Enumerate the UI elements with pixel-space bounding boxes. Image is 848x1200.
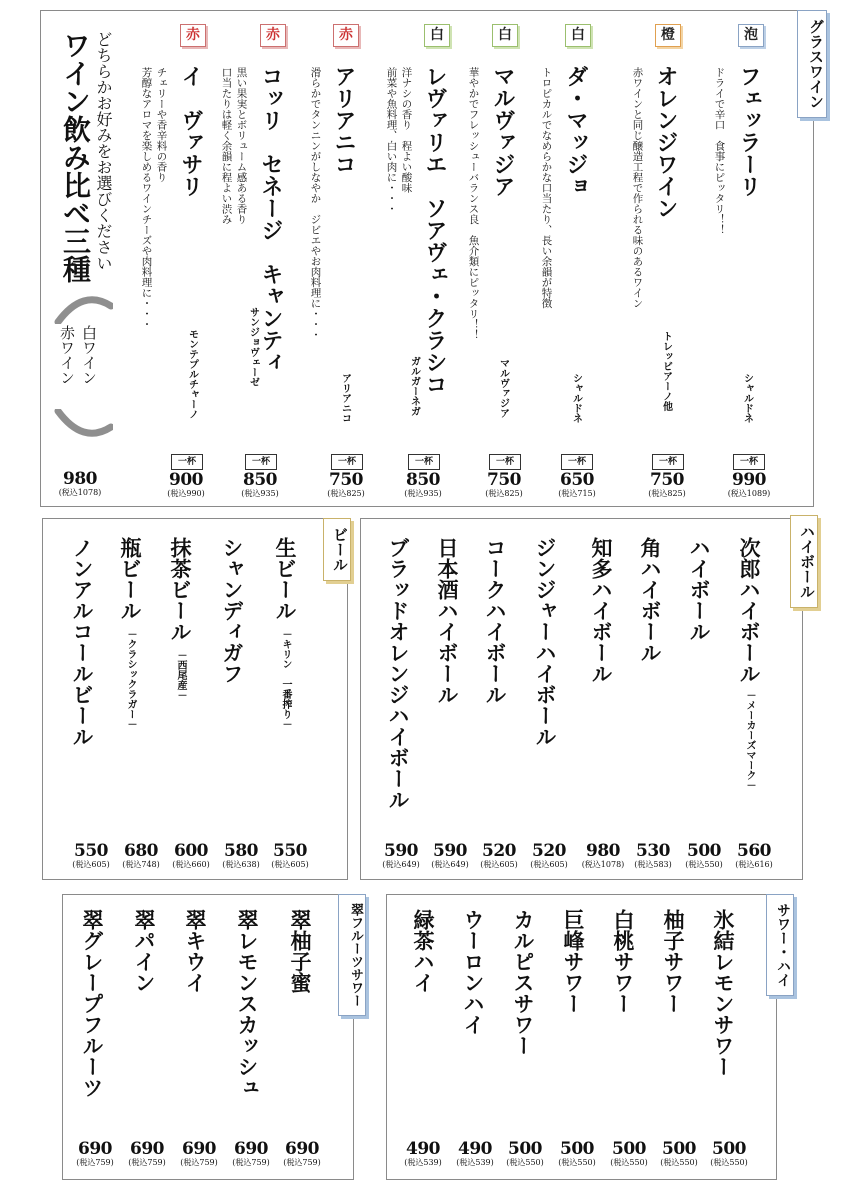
menu-item: 氷結レモンサワー	[711, 909, 736, 1077]
menu-item: 翠グレープフルーツ	[80, 909, 105, 1098]
menu-item: コークハイボール	[483, 537, 508, 705]
flight-bracket-top	[53, 294, 113, 324]
wine-grape: トレッビアーノ他	[660, 331, 672, 411]
item-price: 690 (税込759)	[128, 1139, 166, 1167]
beer-section	[42, 518, 348, 880]
wine-name: イ ヴァサリ	[178, 65, 204, 197]
wine-description: トロピカルでなめらかな口当たり、長い余韻が特徴	[540, 67, 553, 309]
wine-description: 口当たりは軽く余韻に程よい渋み	[220, 67, 233, 225]
menu-item: ウーロンハイ	[461, 909, 486, 1035]
beer-tag: ビール	[323, 518, 351, 581]
per-glass-label: 一杯	[561, 454, 593, 470]
flight-subtitle: どちらかお好みをお選びください	[94, 31, 113, 271]
item-price: 550 (税込605)	[271, 841, 309, 869]
item-price: 980 (税込1078)	[581, 841, 625, 869]
item-price: 530 (税込583)	[634, 841, 672, 869]
wine-description: 滑らかでタンニンがしなやか ジビエやお肉料理に・・・	[309, 67, 322, 340]
sui-fruit-sour-section	[62, 894, 354, 1180]
wine-description: 赤ワインと同じ醸造工程で作られる味のあるワイン	[631, 67, 644, 309]
wine-price: 750 (税込825)	[485, 470, 523, 498]
wine-type-badge: 白	[565, 24, 591, 47]
menu-item: ジンジャーハイボール	[533, 537, 558, 747]
menu-item: 次郎ハイボール－メーカーズマーク－	[737, 537, 762, 790]
wine-grape: サンジョヴェーゼ	[247, 307, 259, 387]
wine-price: 750 (税込825)	[327, 470, 365, 498]
per-glass-label: 一杯	[489, 454, 521, 470]
per-glass-label: 一杯	[245, 454, 277, 470]
menu-item: 緑茶ハイ	[411, 909, 436, 993]
wine-price: 650 (税込715)	[558, 470, 596, 498]
wine-name: アリアニコ	[331, 65, 357, 175]
item-price: 490 (税込539)	[404, 1139, 442, 1167]
menu-item: ハイボール	[687, 537, 712, 642]
wine-price: 850 (税込935)	[241, 470, 279, 498]
sour-high-section	[386, 894, 777, 1180]
menu-item: シャンディガフ	[220, 537, 245, 684]
per-glass-label: 一杯	[331, 454, 363, 470]
menu-item: 日本酒ハイボール	[435, 537, 460, 705]
menu-item: カルピスサワー	[511, 909, 536, 1056]
menu-item: ブラッドオレンジハイボール	[386, 537, 411, 810]
wine-type-badge: 白	[492, 24, 518, 47]
wine-name: オレンジワイン	[653, 65, 679, 219]
wine-type-badge: 赤	[333, 24, 359, 47]
per-glass-label: 一杯	[733, 454, 765, 470]
item-price: 690 (税込759)	[180, 1139, 218, 1167]
wine-grape: シャルドネ	[570, 373, 582, 423]
flight-title: ワイン飲み比べ三種	[59, 31, 92, 283]
wine-price: 990 (税込1089)	[727, 470, 771, 498]
menu-item: 翠キウイ	[183, 909, 208, 993]
per-glass-label: 一杯	[408, 454, 440, 470]
wine-name: フェッラーリ	[736, 65, 762, 197]
menu-item: 巨峰サワー	[561, 909, 586, 1014]
wine-name: マルヴァジア	[490, 65, 516, 197]
item-price: 520 (税込605)	[480, 841, 518, 869]
wine-type-badge: 赤	[260, 24, 286, 47]
flight-option-red: 赤ワイン	[58, 325, 76, 385]
menu-item: 瓶ビール－クラシックラガー－	[118, 537, 143, 729]
wine-type-badge: 泡	[738, 24, 764, 47]
item-price: 690 (税込759)	[283, 1139, 321, 1167]
menu-item: ノンアルコールビール	[70, 537, 95, 747]
menu-item: 知多ハイボール	[589, 537, 614, 684]
item-price: 690 (税込759)	[232, 1139, 270, 1167]
wine-grape: モンテプルチャーノ	[186, 329, 198, 419]
item-price: 590 (税込649)	[382, 841, 420, 869]
flight-bracket-bottom	[53, 409, 113, 439]
item-price: 600 (税込660)	[172, 841, 210, 869]
per-glass-label: 一杯	[652, 454, 684, 470]
item-price: 550 (税込605)	[72, 841, 110, 869]
item-price: 500 (税込550)	[660, 1139, 698, 1167]
item-price: 680 (税込748)	[122, 841, 160, 869]
menu-item: 生ビール－キリン 一番搾り－	[273, 537, 298, 729]
wine-price: 750 (税込825)	[648, 470, 686, 498]
item-price: 690 (税込759)	[76, 1139, 114, 1167]
wine-description: 芳醇なアロマを楽しめるワインチーズや肉料理に・・・	[140, 67, 153, 330]
flight-option-white: 白ワイン	[80, 325, 98, 385]
wine-description: 前菜や魚料理、白い肉に・・・	[385, 67, 398, 214]
highball-tag: ハイボール	[790, 515, 818, 608]
glass-wine-tag: グラスワイン	[797, 10, 827, 118]
item-price: 490 (税込539)	[456, 1139, 494, 1167]
wine-type-badge: 赤	[180, 24, 206, 47]
wine-grape: マルヴァジア	[497, 358, 509, 418]
menu-item: 角ハイボール	[638, 537, 663, 663]
item-price: 500 (税込550)	[558, 1139, 596, 1167]
wine-name: レヴァリエ ソアヴェ・クラシコ	[422, 65, 448, 395]
wine-description: 洋ナシの香り 程よい酸味	[400, 67, 413, 193]
glass-wine-section	[40, 10, 814, 507]
item-price: 500 (税込550)	[610, 1139, 648, 1167]
menu-item: 柚子サワー	[661, 909, 686, 1014]
wine-type-badge: 白	[424, 24, 450, 47]
wine-price: 850 (税込935)	[404, 470, 442, 498]
wine-type-badge: 橙	[655, 24, 681, 47]
wine-name: コッリ セネージ キャンティ	[258, 65, 284, 373]
item-price: 520 (税込605)	[530, 841, 568, 869]
menu-item: 翠レモンスカッシュ	[235, 909, 260, 1098]
wine-description: 黒い果実とボリューム感ある香り	[235, 67, 248, 225]
item-price: 590 (税込649)	[431, 841, 469, 869]
sui-fruit-sour-tag: 翠フルーツサワー	[338, 894, 366, 1016]
item-price: 500 (税込550)	[685, 841, 723, 869]
wine-grape: アリアニコ	[339, 373, 351, 423]
menu-item: 白桃サワー	[611, 909, 636, 1014]
menu-item: 抹茶ビール－西尾産－	[168, 537, 193, 700]
sour-high-tag: サワー・ハイ	[766, 894, 794, 996]
wine-grape: ガルガーネガ	[408, 356, 420, 416]
menu-item: 翠柚子蜜	[288, 909, 313, 993]
flight-price: 980 (税込1078)	[58, 469, 102, 497]
wine-description: 華やかでフレッシューバランス良 魚介類にピッタリ！！	[467, 67, 480, 340]
wine-description: ドライで辛口 食事にピッタリ！！	[713, 67, 726, 235]
wine-name: ダ・マッジョ	[563, 65, 589, 197]
wine-description: チェリーや香辛料の香り	[155, 67, 168, 183]
wine-grape: シャルドネ	[741, 373, 753, 423]
item-price: 580 (税込638)	[222, 841, 260, 869]
wine-price: 900 (税込990)	[167, 470, 205, 498]
per-glass-label: 一杯	[171, 454, 203, 470]
item-price: 500 (税込550)	[710, 1139, 748, 1167]
menu-item: 翠パイン	[132, 909, 157, 993]
item-price: 560 (税込616)	[735, 841, 773, 869]
highball-section	[360, 518, 803, 880]
item-price: 500 (税込550)	[506, 1139, 544, 1167]
